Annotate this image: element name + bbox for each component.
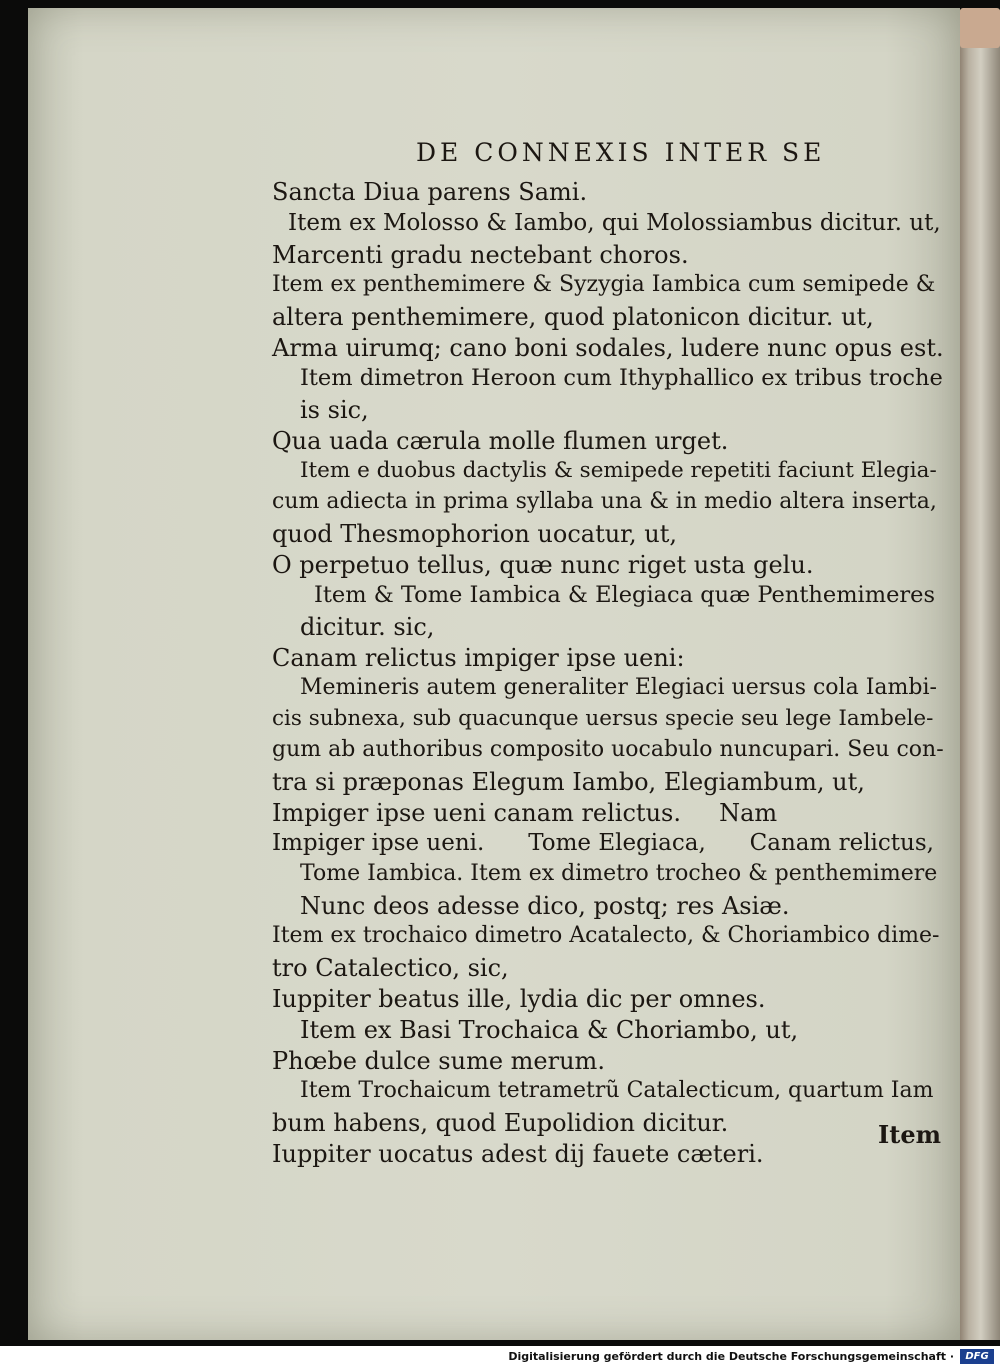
text-line: Memineris autem generaliter Elegiaci uersus cola Iambi- — [300, 675, 937, 700]
dfg-logo[interactable]: DFG — [960, 1349, 994, 1364]
text-line: Marcenti gradu nectebant choros. — [272, 241, 689, 269]
text-line: Item e duobus dactylis & semipede repetiti faciunt Elegia- — [300, 458, 937, 483]
text-line: Impiger ipse ueni. Tome Elegiaca, Canam relictus, — [272, 830, 934, 856]
text-line: Item ex trochaico dimetro Acatalecto, & Choriambico dime- — [272, 923, 940, 948]
text-line: dicitur. sic, — [300, 613, 435, 641]
text-line: Impiger ipse ueni canam relictus. Nam — [272, 799, 778, 827]
text-line: gum ab authoribus composito uocabulo nuncupari. Seu con- — [272, 737, 944, 762]
text-line: Item ex Molosso & Iambo, qui Molossiambus dicitur. ut, — [288, 210, 941, 236]
text-line: cis subnexa, sub quacunque uersus specie seu lege Iambele- — [272, 706, 934, 731]
footer-credit: Digitalisierung gefördert durch die Deutsche Forschungsgemeinschaft · — [508, 1350, 954, 1363]
text-line: Phœbe dulce sume merum. — [272, 1047, 605, 1075]
text-line: Item & Tome Iambica & Elegiaca quæ Penthemimeres — [314, 582, 936, 608]
text-line: altera penthemimere, quod platonicon dicitur. ut, — [272, 303, 874, 331]
text-line: Item dimetron Heroon cum Ithyphallico ex tribus troche — [300, 365, 943, 391]
text-line: Nunc deos adesse dico, postq; res Asiæ. — [300, 892, 790, 920]
text-line: is sic, — [300, 396, 369, 424]
text-line: Qua uada cærula molle flumen urget. — [272, 427, 729, 455]
text-line: Arma uirumq; cano boni sodales, ludere nunc opus est. — [272, 334, 944, 362]
text-line: tra si præponas Elegum Iambo, Elegiambum, ut, — [272, 768, 865, 796]
text-line: quod Thesmophorion uocatur, ut, — [272, 520, 677, 548]
text-line: tro Catalectico, sic, — [272, 954, 509, 982]
footer-bar — [0, 1346, 1000, 1368]
text-line: Iuppiter uocatus adest dij fauete cæteri. — [272, 1140, 764, 1168]
running-header: DE CONNEXIS INTER SE — [416, 138, 826, 167]
text-line: cum adiecta in prima syllaba una & in medio altera inserta, — [272, 489, 937, 514]
text-line: Item ex penthemimere & Syzygia Iambica cum semipede & — [272, 272, 936, 297]
text-line: Item ex Basi Trochaica & Choriambo, ut, — [300, 1016, 799, 1044]
text-line: Tome Iambica. Item ex dimetro trocheo & penthemimere — [300, 861, 938, 886]
text-line: Iuppiter beatus ille, lydia dic per omnes. — [272, 985, 766, 1013]
text-line: Canam relictus impiger ipse ueni: — [272, 644, 685, 672]
text-line: O perpetuo tellus, quæ nunc riget usta gelu. — [272, 551, 814, 579]
catchword: Item — [878, 1120, 941, 1149]
text-line: Sancta Diua parens Sami. — [272, 178, 588, 206]
text-line: bum habens, quod Eupolidion dicitur. — [272, 1109, 729, 1137]
text-line: Item Trochaicum tetrametrũ Catalecticum, quartum Iam — [300, 1078, 934, 1103]
